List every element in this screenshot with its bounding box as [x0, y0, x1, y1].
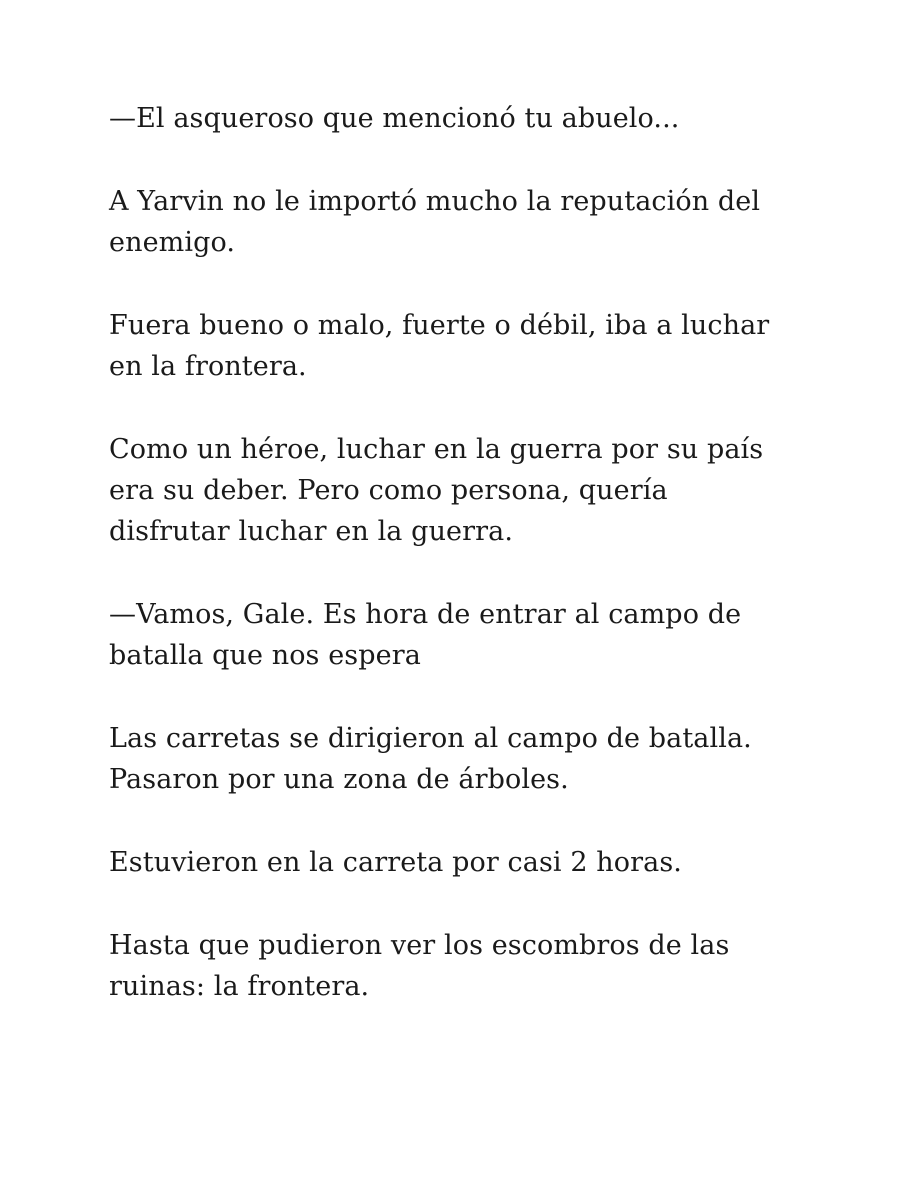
text-line: Pasaron por una zona de árboles. [109, 764, 569, 795]
paragraph-2 [109, 181, 809, 263]
text-line: Fuera bueno o malo, fuerte o débil, iba a luchar [109, 310, 770, 341]
paragraph-8 [109, 925, 809, 1007]
text-line: A Yarvin no le importó mucho la reputación del [109, 186, 761, 217]
paragraph-4 [109, 429, 809, 552]
text-line: ruinas: la frontera. [109, 971, 370, 1002]
text-line: era su deber. Pero como persona, quería [109, 475, 668, 506]
paragraph-3 [109, 305, 809, 387]
text-line: enemigo. [109, 227, 236, 258]
paragraph-5 [109, 594, 809, 676]
text-line: Como un héroe, luchar en la guerra por su país [109, 434, 764, 465]
paragraph-6 [109, 718, 809, 800]
text-line: batalla que nos espera [109, 640, 421, 671]
paragraph-7 [109, 842, 809, 883]
text-line: Las carretas se dirigieron al campo de batalla. [109, 723, 752, 754]
text-line: —El asqueroso que mencionó tu abuelo... [109, 103, 680, 134]
text-line: Estuvieron en la carreta por casi 2 horas. [109, 847, 682, 878]
text-line: —Vamos, Gale. Es hora de entrar al campo de [109, 599, 742, 630]
text-line: en la frontera. [109, 351, 307, 382]
paragraph-1 [109, 98, 809, 139]
text-line: Hasta que pudieron ver los escombros de las [109, 930, 730, 961]
text-column [109, 98, 809, 1049]
text-line: disfrutar luchar en la guerra. [109, 516, 514, 547]
